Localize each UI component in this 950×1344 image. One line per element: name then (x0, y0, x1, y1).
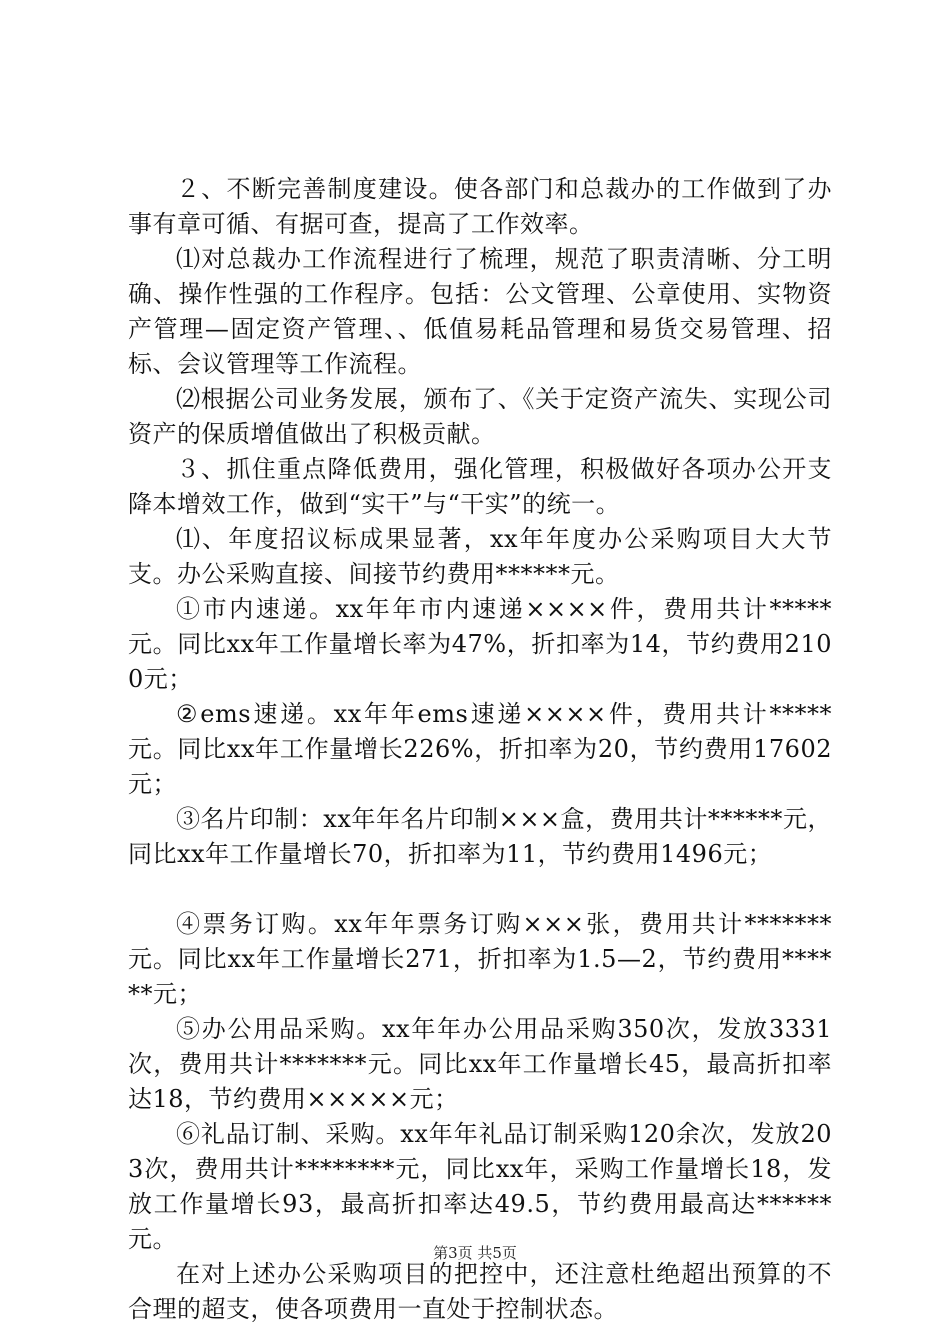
paragraph-section-3: ３、抓住重点降低费用，强化管理，积极做好各项办公开支降本增效工作，做到“实干”与“干实”的统一。 (128, 455, 832, 518)
paragraph-ems-courier: ②ems速递。xx年年ems速递××××件，费用共计*****元。同比xx年工作量增长226%，折扣率为20，节约费用17602元； (128, 700, 832, 798)
paragraph-business-cards: ③名片印制：xx年年名片印制×××盒，费用共计******元，同比xx年工作量增长70，折扣率为11，节约费用1496元； (128, 805, 832, 868)
paragraph-gifts-procurement: ⑥礼品订制、采购。xx年年礼品订制采购120余次，发放203次，费用共计********元，同比xx年，采购工作量增长18，发放工作量增长93，最高折扣率达49.5，节约费用最高达******元。 (128, 1120, 832, 1253)
paragraph-procurement-summary: ⑴、年度招议标成果显著，xx年年度办公采购项目大大节支。办公采购直接、间接节约费用******元。 (128, 525, 832, 588)
paragraph-spacer (128, 872, 832, 907)
paragraph-local-courier: ①市内速递。xx年年市内速递××××件，费用共计*****元。同比xx年工作量增长率为47%，折扣率为14，节约费用2100元； (128, 595, 832, 693)
page-number-footer: 第3页 共5页 (433, 1244, 517, 1262)
document-body (128, 172, 832, 1327)
paragraph-ticket-booking: ④票务订购。xx年年票务订购×××张，费用共计*******元。同比xx年工作量增长271，折扣率为1.5—2，节约费用******元； (128, 910, 832, 1008)
paragraph-item-2: ⑵根据公司业务发展，颁布了、《关于定资产流失、实现公司资产的保质增值做出了积极贡献。 (128, 385, 832, 448)
paragraph-section-2: ２、不断完善制度建设。使各部门和总裁办的工作做到了办事有章可循、有据可查，提高了工作效率。 (128, 175, 832, 238)
paragraph-office-supplies: ⑤办公用品采购。xx年年办公用品采购350次，发放3331次，费用共计*******元。同比xx年工作量增长45，最高折扣率达18，节约费用×××××元； (128, 1015, 832, 1113)
paragraph-item-1: ⑴对总裁办工作流程进行了梳理，规范了职责清晰、分工明确、操作性强的工作程序。包括：公文管理、公章使用、实物资产管理—固定资产管理、、低值易耗品管理和易货交易管理、招标、会议管理等工作流程。 (128, 245, 832, 378)
paragraph-budget-control: 在对上述办公采购项目的把控中，还注意杜绝超出预算的不合理的超支，使各项费用一直处于控制状态。 (128, 1260, 832, 1323)
